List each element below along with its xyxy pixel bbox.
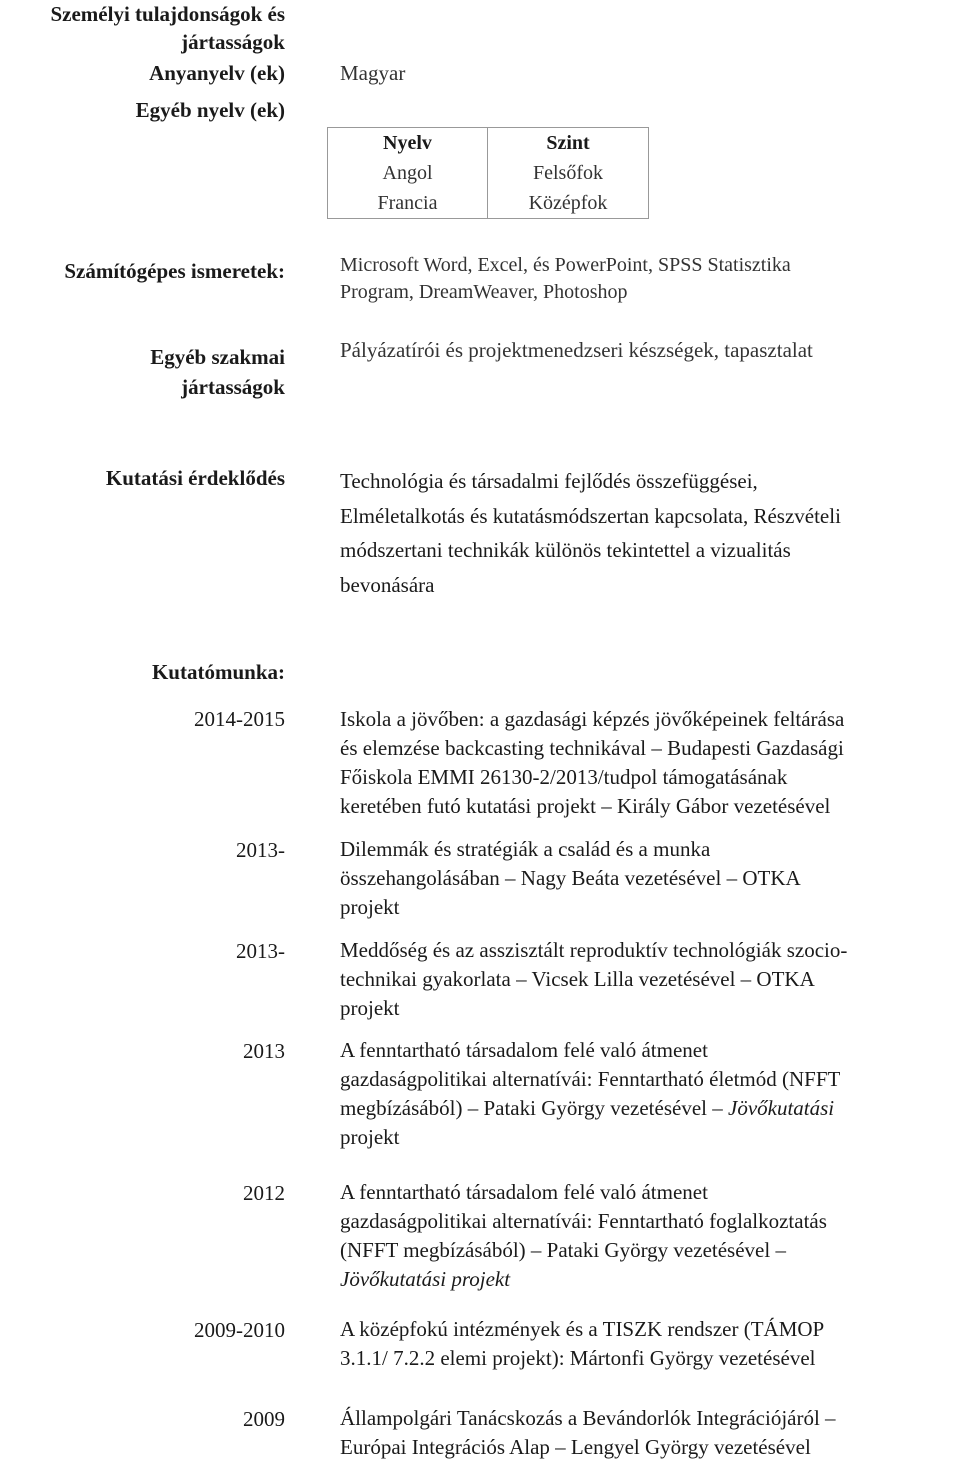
research-entry-line: projekt xyxy=(340,996,400,1020)
research-entry xyxy=(340,1178,945,1294)
language-table xyxy=(327,127,649,219)
other-professional-value: Pályázatírói és projektmenedzseri készségek, tapasztalat xyxy=(340,338,813,362)
research-year: 2012 xyxy=(243,1181,285,1205)
research-year: 2013- xyxy=(236,838,285,862)
research-entry-italic: Jövőkutatási projekt xyxy=(340,1267,511,1291)
research-entry-line: összehangolásában – Nagy Beáta vezetésével – OTKA xyxy=(340,866,801,890)
research-entry-line: A fenntartható társadalom felé való átmenet xyxy=(340,1038,708,1062)
research-entry-line: A fenntartható társadalom felé való átmenet xyxy=(340,1180,708,1204)
research-entry-line: gazdaságpolitikai alternatívái: Fenntartható foglalkoztatás xyxy=(340,1209,827,1233)
computer-skills-value xyxy=(340,252,945,306)
interests-line: bevonására xyxy=(340,572,435,597)
research-entry-line: Európai Integrációs Alap – Lengyel György vezetésével xyxy=(340,1435,811,1459)
mother-tongue-label: Anyanyelv (ek) xyxy=(149,61,285,85)
research-entry-line: Meddőség és az asszisztált reproduktív technológiák szocio- xyxy=(340,938,848,962)
research-entry xyxy=(340,705,945,821)
research-entry xyxy=(340,835,945,922)
research-entry-line: Főiskola EMMI 26130-2/2013/tudpol támogatásának xyxy=(340,765,788,789)
research-entry-line: A középfokú intézmények és a TISZK rendszer (TÁMOP xyxy=(340,1317,825,1341)
computer-skills-label: Számítógépes ismeretek: xyxy=(64,259,285,283)
research-year: 2013 xyxy=(243,1039,285,1063)
research-year: 2013- xyxy=(236,939,285,963)
interests-line: módszertani technikák különös tekintettel a vizualitás xyxy=(340,538,791,562)
other-language-label: Egyéb nyelv (ek) xyxy=(135,98,285,122)
research-entry xyxy=(340,936,945,1023)
research-entry-line: keretében futó kutatási projekt – Király Gábor vezetésével xyxy=(340,794,831,818)
personal-heading-line2: jártasságok xyxy=(181,30,285,54)
mother-tongue-value: Magyar xyxy=(340,61,406,85)
research-entry-line: és elemzése backcasting technikával – Budapesti Gazdasági xyxy=(340,736,844,760)
other-professional-label xyxy=(150,342,285,402)
personal-heading xyxy=(0,0,285,56)
research-entry-line: gazdaságpolitikai alternatívái: Fenntartható életmód (NFFT xyxy=(340,1067,841,1091)
interests-line: Technológia és társadalmi fejlődés összefüggései, xyxy=(340,469,758,493)
research-entry xyxy=(340,1036,945,1152)
personal-section xyxy=(0,0,960,400)
research-entry-line: technikai gyakorlata – Vicsek Lilla vezetésével – OTKA xyxy=(340,967,815,991)
research-entry-line: Dilemmák és stratégiák a család és a munka xyxy=(340,837,711,861)
lang-header-level: Szint xyxy=(488,128,649,159)
research-entry-line: Iskola a jövőben: a gazdasági képzés jövőképeinek feltárása xyxy=(340,707,845,731)
research-entry-line: (NFFT megbízásából) – Pataki György vezetésével – xyxy=(340,1238,786,1262)
research-entry-line: projekt xyxy=(340,1125,400,1149)
research-year: 2009 xyxy=(243,1407,285,1431)
research-entry-line: projekt xyxy=(340,895,400,919)
research-entry-line: Állampolgári Tanácskozás a Bevándorlók Integrációjáról – xyxy=(340,1406,836,1430)
lang-cell: Angol xyxy=(328,158,488,188)
lang-cell: Francia xyxy=(328,188,488,219)
computer-skills-line: Microsoft Word, Excel, és PowerPoint, SPSS Statisztika xyxy=(340,254,791,276)
interests-line: Elméletalkotás és kutatásmódszertan kapcsolata, Részvételi xyxy=(340,503,841,528)
lang-cell: Középfok xyxy=(488,188,649,219)
lang-header-language: Nyelv xyxy=(328,128,488,159)
research-entry xyxy=(340,1404,945,1462)
personal-heading-line1: Személyi tulajdonságok és xyxy=(50,2,285,26)
other-professional-label-line: jártasságok xyxy=(181,375,285,399)
other-professional-label-line: Egyéb szakmai xyxy=(150,345,285,369)
lang-cell: Felsőfok xyxy=(488,158,649,188)
interests-text xyxy=(340,464,945,602)
research-entry-italic: Jövőkutatási xyxy=(728,1096,835,1120)
computer-skills-line: Program, DreamWeaver, Photoshop xyxy=(340,281,628,303)
interests-label: Kutatási érdeklődés xyxy=(105,466,285,490)
research-year: 2014-2015 xyxy=(194,707,285,731)
research-label: Kutatómunka: xyxy=(151,660,285,684)
research-entry-line: 3.1.1/ 7.2.2 elemi projekt): Mártonfi György vezetésével xyxy=(340,1346,816,1370)
research-entry xyxy=(340,1315,945,1373)
research-year: 2009-2010 xyxy=(194,1318,285,1342)
research-entry-line: megbízásából) – Pataki György vezetésével – xyxy=(340,1096,728,1120)
